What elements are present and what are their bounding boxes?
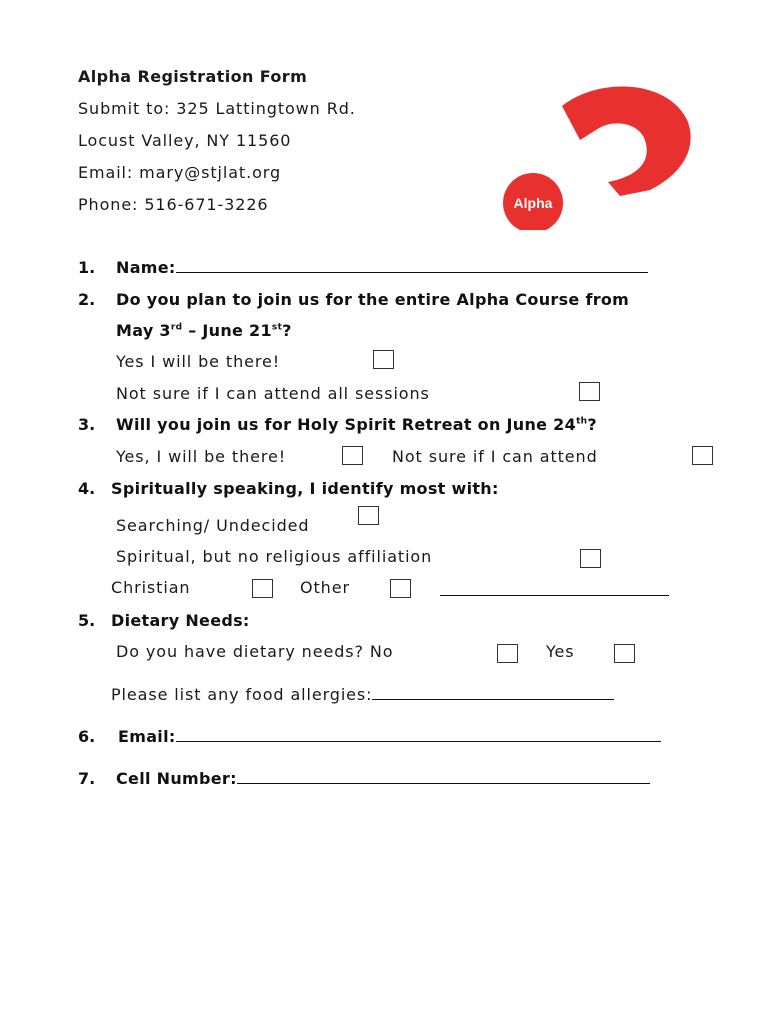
q7-number: 7.	[78, 769, 96, 788]
q2-date-end: – June 21	[182, 321, 272, 340]
q5-label: Dietary Needs:	[111, 611, 250, 630]
q4-number: 4.	[78, 479, 96, 498]
q4-christian-label: Christian	[111, 578, 191, 597]
q2-sup-st: st	[271, 322, 283, 333]
q4-christian-checkbox[interactable]	[252, 579, 273, 598]
q1-name-label	[116, 258, 648, 277]
city-line: Locust Valley, NY 11560	[78, 131, 292, 150]
q3-label-text: Will you join us for Holy Spirit Retreat on June 24	[116, 415, 577, 434]
q5-allergies-label: Please list any food allergies:	[111, 685, 373, 704]
q2-yes-checkbox[interactable]	[373, 350, 394, 369]
q1-label-text: Name:	[116, 258, 176, 277]
q2-date-start: May 3	[116, 321, 171, 340]
contact-phone: Phone: 516-671-3226	[78, 195, 269, 214]
q2-sup-rd: rd	[170, 322, 183, 333]
q3-number: 3.	[78, 415, 96, 434]
q3-sup-th: th	[576, 416, 588, 427]
q2-notsure-checkbox[interactable]	[579, 382, 600, 401]
q4-spiritual-checkbox[interactable]	[580, 549, 601, 568]
q3-yes-label: Yes, I will be there!	[116, 447, 287, 466]
q6-email-row	[118, 727, 661, 746]
form-title: Alpha Registration Form	[78, 67, 308, 86]
q4-other-field[interactable]	[440, 579, 669, 596]
q4-searching-checkbox[interactable]	[358, 506, 379, 525]
q5-no-checkbox[interactable]	[497, 644, 518, 663]
q1-number: 1.	[78, 258, 96, 277]
cell-number-field[interactable]	[237, 769, 650, 784]
q2-number: 2.	[78, 290, 96, 309]
q3-qmark: ?	[587, 415, 597, 434]
q7-label-text: Cell Number:	[116, 769, 237, 788]
q2-yes-label: Yes I will be there!	[116, 352, 281, 371]
q5-yes-label: Yes	[546, 642, 575, 661]
question-mark-logo-icon	[500, 80, 695, 230]
q2-line1: Do you plan to join us for the entire Alpha Course from	[116, 290, 630, 309]
q4-spiritual-label: Spiritual, but no religious affiliation	[116, 547, 433, 566]
q5-allergies-row	[111, 685, 614, 704]
q3-notsure-label: Not sure if I can attend	[392, 447, 598, 466]
alpha-logo	[500, 80, 695, 234]
q3-yes-checkbox[interactable]	[342, 446, 363, 465]
q3-label	[116, 415, 597, 434]
q4-other-label: Other	[300, 578, 350, 597]
q4-searching-label: Searching/ Undecided	[116, 516, 310, 535]
q2-qmark: ?	[282, 321, 292, 340]
q2-notsure-label: Not sure if I can attend all sessions	[116, 384, 430, 403]
q5-number: 5.	[78, 611, 96, 630]
q7-cell-row	[116, 769, 650, 788]
logo-text: Alpha	[513, 195, 553, 211]
q4-other-checkbox[interactable]	[390, 579, 411, 598]
submit-address: Submit to: 325 Lattingtown Rd.	[78, 99, 356, 118]
q3-notsure-checkbox[interactable]	[692, 446, 713, 465]
q5-yes-checkbox[interactable]	[614, 644, 635, 663]
q6-label-text: Email:	[118, 727, 176, 746]
name-field[interactable]	[176, 258, 648, 273]
q4-label: Spiritually speaking, I identify most with:	[111, 479, 499, 498]
allergies-field[interactable]	[372, 685, 614, 700]
q6-number: 6.	[78, 727, 96, 746]
q5-dietary-question: Do you have dietary needs? No	[116, 642, 394, 661]
q2-line2	[116, 321, 292, 340]
contact-email: Email: mary@stjlat.org	[78, 163, 282, 182]
email-field[interactable]	[176, 727, 661, 742]
